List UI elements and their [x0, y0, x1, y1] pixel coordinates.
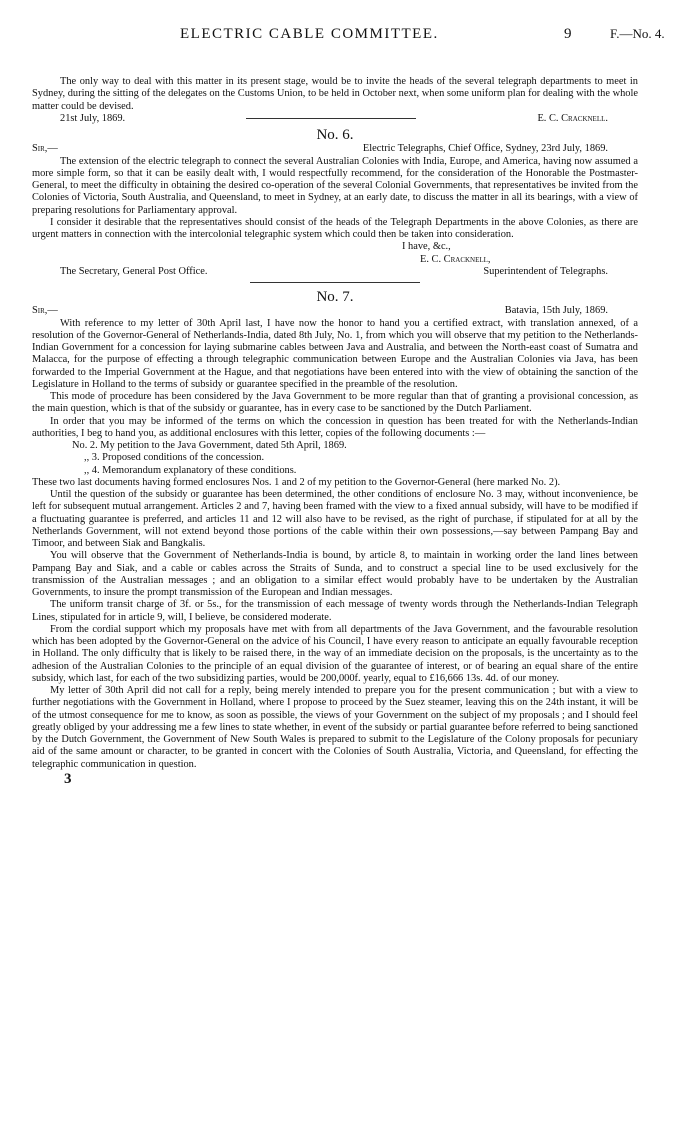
- divider-rule: [246, 118, 416, 119]
- salutation: Sir,—: [32, 143, 58, 155]
- addressee: The Secretary, General Post Office.: [60, 265, 208, 277]
- salutation: Sir,—: [32, 305, 58, 317]
- page-header: [0, 26, 700, 48]
- letter-no7-paragraph-4: These two last documents having formed enclosures Nos. 1 and 2 of my petition to the Governor-General (here marked No. 2).: [32, 476, 561, 488]
- letter-no7-paragraph-5: Until the question of the subsidy or guarantee has been determined, the other conditions of enclosure No. 3 may, without inconvenience, be left for subsequent mutual arrangement. Articles 2 and 7, having been framed with the view to a fixed annual subsidy, will have to be modified if a fluctuating guarantee is preferred, and articles 11 and 12 will also have to be revised, as the right of purchase, if stipulated for at all by the Netherlands Government, will not extend beyond those portions of the cable within their own possessions,—say between Pampang Bay and Timoor, and between Siak and Bangkalis.: [32, 489, 638, 549]
- letter-no7-paragraph-8: From the cordial support which my proposals have met with from all departments of the Java Government, and the favourable resolution which has been adopted by the Governor-General on the advice of his Council, I have every reason to anticipate an equally favourable reception in Holland. The only difficulty that is likely to be raised there, in the way of an immediate decision on the proposals, is the uncertainty as to the adhesion of the Australian Colonies to the principle of an equal division of the guarantee of interest, or of bearing an equal share of the entire subsidy, which last, for each of the two subsidizing parties, would be 200,000f. yearly, equal to £16,666 13s. 4d. of our money.: [32, 623, 638, 684]
- letter-no6-paragraph-1: The extension of the electric telegraph to connect the several Australian Colonies with India, Europe, and America, having now assumed a more simple form, so that it can be easily dealt with, I would respectfully recommend, for the consideration of the Honorable the Postmaster-General, to meet the difficulty in obtaining the desired co-operation of the several Colonial Governments, that representatives be invited from the Colonies of Victoria, South Australia, and Queensland, to meet in Sydney, at an early date, to discuss the matter in all its bearings, with a view of preparing resolutions for Parliamentary approval.: [32, 155, 638, 216]
- signature-date: 21st July, 1869.: [60, 112, 126, 124]
- letter-no7-dateline-row: [32, 305, 638, 317]
- document-reference: F.—No. 4.: [610, 26, 665, 41]
- running-title: ELECTRIC CABLE COMMITTEE.: [180, 26, 439, 42]
- page-number: 9: [564, 26, 572, 42]
- enclosure-list-item: No. 2. My petition to the Java Government, dated 5th April, 1869.: [72, 440, 347, 451]
- document-body: [32, 76, 638, 785]
- letter-no7-paragraph-6: You will observe that the Government of Netherlands-India is bound, by article 8, to maintain in working order the land lines between Pampang Bay and Siak, and a cable or cables across the Straits of Sunda, and to construct a special line to be used exclusively for the transmission of the Australian messages ; and an obligation to a similar effect would probably have to be undertaken by the Australian Governments, to insure the prompt transmission of the European and Indian messages.: [32, 550, 638, 598]
- letter-no6-dateline-row: [32, 143, 638, 155]
- letter-heading-no7: No. 7.: [316, 289, 354, 305]
- dateline: Batavia, 15th July, 1869.: [504, 305, 608, 317]
- letter-heading-no6: No. 6.: [316, 127, 354, 143]
- signature-name: E. C. Cracknell.: [537, 112, 608, 124]
- dateline: Electric Telegraphs, Chief Office, Sydney, 23rd July, 1869.: [362, 143, 608, 155]
- letter-no6-paragraph-2: I consider it desirable that the representatives should consist of the heads of the Telegraph Departments in the above Colonies, as there are urgent matters in connection with the intercolonial telegraphic system which could then be taken into consideration.: [32, 216, 638, 240]
- closing-signature: E. C. Cracknell,: [420, 253, 491, 265]
- letter-no7-paragraph-7: The uniform transit charge of 3f. or 5s., for the transmission of each message of twenty words through the Netherlands-Indian Telegraph Lines, stipulated for in article 9, will, I believe, be considered moderate.: [32, 599, 638, 623]
- signature-mark: 3: [64, 770, 72, 787]
- signature-row: [32, 113, 638, 125]
- letter-no7-paragraph-2: This mode of procedure has been considered by the Java Government to be more regular than that of granting a provisional concession, as the main question, which is that of the subsidy or guarantee, has in every case to be sanctioned by the Dutch Parliament.: [32, 391, 638, 415]
- letter-no7-paragraph-3: In order that you may be informed of the terms on which the concession in question has been treated for with the Netherlands-Indian authorities, I beg to hand you, as additional enclosures with this letter, copies of the following documents :—: [32, 415, 638, 439]
- intro-paragraph: The only way to deal with this matter in its present stage, would be to invite the heads of the several telegraph departments to meet in Sydney, during the sitting of the delegates on the Customs Union, to be held in October next, when some uniform plan for dealing with the whole matter could be devised.: [32, 76, 638, 112]
- signatory-title: Superintendent of Telegraphs.: [483, 265, 608, 277]
- letter-no6-footer-row: [32, 266, 638, 278]
- divider-rule: [250, 282, 420, 283]
- closing-have: I have, &c.,: [402, 241, 451, 253]
- letter-no7-paragraph-1: With reference to my letter of 30th April last, I have now the honor to hand you a certified extract, with translation annexed, of a resolution of the Governor-General of Netherlands-India, dated 8th July, No. 1, from which you will observe that my petition to the Netherlands-Indian Government for a concession for laying submarine cables between Java and Australia, and between the North-east coast of Sumatra and Malacca, for the purpose of effecting a through telegraphic communication between Europe and the Australian Colonies via Java, has been forwarded to the Imperial Government at the Hague, and that negotiations have been entered into with the view of obtaining the sanction of the Legislature in Holland to the terms of subsidy or guarantee specified in the preamble of the resolution.: [32, 317, 638, 390]
- enclosure-list-item: ,, 3. Proposed conditions of the concession.: [84, 452, 265, 464]
- letter-no7-paragraph-9: My letter of 30th April did not call for a reply, being merely intended to prepare you for the present communication ; but with a view to further negotiations with the Government in Holland, where I propose to proceed by the Suez steamer, leaving this on the 24th instant, it will be of the utmost consequence for me to know, as soon as possible, the views of your Government on the subject of my proposals ; and I should feel greatly obliged by your addressing me a few lines to state whether, in event of the subsidy or partial guarantee before referred to being sanctioned by the Dutch Government, the Government of New South Wales is prepared to submit to the Legislature of the Colony proposals for pecuniary aid of the same amount or character, to be granted in concert with the Colonies of South Australia, Victoria, and Queensland, for effecting the telegraphic communication in question.: [32, 685, 638, 770]
- enclosure-list-item: ,, 4. Memorandum explanatory of these conditions.: [84, 464, 297, 476]
